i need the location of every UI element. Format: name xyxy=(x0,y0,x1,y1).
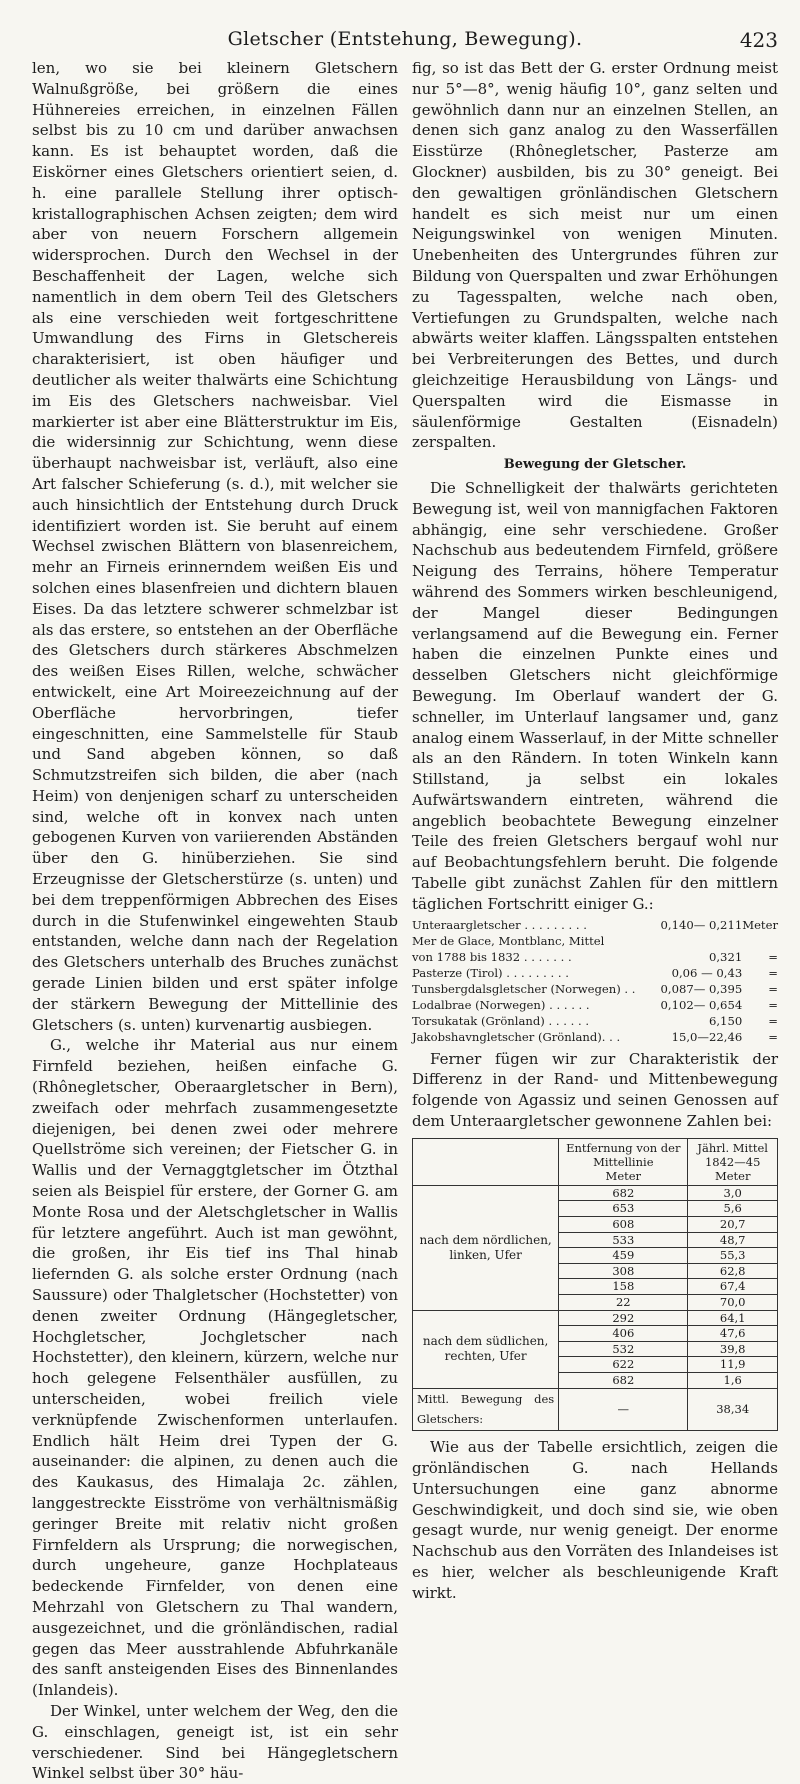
progress-name: Mer de Glace, Montblanc, Mittel xyxy=(412,933,605,948)
progress-unit: = xyxy=(768,981,778,996)
movement-distance: 459 xyxy=(559,1248,688,1264)
progress-table xyxy=(412,917,778,1045)
right-paragraph-4: Wie aus der Tabelle ersichtlich, zeigen die grönländischen G. nach Hellands Untersuchungen eine ganz abnorme Geschwindigkeit, und doch sind sie, wie oben gesagt wurde, nur wenig geneigt. Der enorme Nachschub aus den Vorräten des Inlandeises ist es hier, welcher als beschleunigende Kraft wirkt. xyxy=(412,1438,778,1602)
movement-distance: 158 xyxy=(559,1279,688,1295)
movement-distance: 406 xyxy=(559,1326,688,1342)
progress-unit: = xyxy=(768,997,778,1012)
movement-annual: 64,1 xyxy=(688,1310,778,1326)
movement-group-label: nach dem nördlichen, linken, Ufer xyxy=(413,1185,559,1310)
page-title: Gletscher (Entstehung, Bewegung). xyxy=(227,28,583,50)
movement-distance: 622 xyxy=(559,1357,688,1373)
progress-name: von 1788 bis 1832 . . . . . . . xyxy=(412,949,572,964)
movement-total-distance: — xyxy=(559,1388,688,1431)
progress-row xyxy=(412,933,778,949)
progress-unit: = xyxy=(768,1013,778,1028)
page-number: 423 xyxy=(739,28,778,52)
movement-distance: 22 xyxy=(559,1295,688,1311)
movement-total-annual: 38,34 xyxy=(688,1388,778,1431)
movement-total-label: Mittl. Bewegung des Gletschers: xyxy=(413,1388,559,1431)
movement-distance: 532 xyxy=(559,1341,688,1357)
movement-annual: 5,6 xyxy=(688,1201,778,1217)
progress-value: 0,087— 0,395 xyxy=(660,981,743,996)
header-distance-unit: Meter xyxy=(605,1168,642,1183)
right-paragraph-1: fig, so ist das Bett der G. erster Ordnung meist nur 5°—8°, wenig häufig 10°, ganz selten und gewöhnlich dann nur an einzelnen Stellen, an denen sich ganz analog zu den Wasserfällen Eisstürze (Rhônegletscher, Pasterze am Glockner) ausbilden, bis zu 30° geneigt. Bei den gewaltigen grönländischen Gletschern handelt es sich meist nur um einen Neigungswinkel von wenigen Minuten. Unebenheiten des Untergrundes führen zur Bildung von Querspalten und zwar Erhöhungen zu Tagesspalten, welche nach oben, Vertiefungen zu Grundspalten, welche nach abwärts weiter klaffen. Längsspalten entstehen bei Verbreiterungen des Bettes, und durch gleichzeitige Herausbildung von Längs- und Querspalten wird die Eismasse in säulenförmige Gestalten (Eisnadeln) zerspalten. xyxy=(412,59,778,452)
movement-row xyxy=(413,1310,778,1326)
progress-name: Pasterze (Tirol) . . . . . . . . . xyxy=(412,965,569,980)
progress-table-body xyxy=(412,917,778,1045)
movement-distance: 292 xyxy=(559,1310,688,1326)
progress-value: 0,06 — 0,43 xyxy=(671,965,743,980)
progress-unit: = xyxy=(768,949,778,964)
progress-row xyxy=(412,997,778,1013)
movement-table xyxy=(412,1138,778,1431)
header-empty xyxy=(413,1138,559,1185)
progress-value: 0,321 xyxy=(709,949,743,964)
movement-total-row xyxy=(413,1388,778,1431)
progress-row xyxy=(412,1013,778,1029)
progress-row xyxy=(412,917,778,933)
progress-unit: = xyxy=(768,1029,778,1044)
progress-value: 0,140— 0,211 xyxy=(660,917,743,932)
running-head xyxy=(32,22,778,58)
right-paragraph-2: Die Schnelligkeit der thalwärts gerichteten Bewegung ist, weil von mannigfachen Faktoren abhängig, eine sehr verschiedene. Großer Nachschub aus bedeutendem Firnfeld, größere Neigung des Terrains, höhere Temperatur während des Sommers wirken beschleunigend, der Mangel dieser Bedingungen verlangsamend auf die Bewegung ein. Ferner haben die einzelnen Punkte eines und desselben Gletschers nicht gleichförmige Bewegung. Im Oberlauf wandert der G. schneller, im Unterlauf langsamer und, ganz analog einem Wasserlauf, in der Mitte schneller als an den Rändern. In toten Winkeln kann Stillstand, ja selbst ein lokales Aufwärtswandern eintreten, während die angeblich beobachtete Bewegung einzelner Teile des freien Gletschers bergauf wohl nur auf Beobachtungsfehlern beruht. Die folgende Tabelle gibt zunächst Zahlen für den mittlern täglichen Fortschritt einiger G.: xyxy=(412,478,778,913)
progress-unit: Meter xyxy=(742,917,778,932)
header-distance xyxy=(559,1138,688,1185)
movement-annual: 20,7 xyxy=(688,1217,778,1233)
movement-annual: 47,6 xyxy=(688,1326,778,1342)
movement-distance: 533 xyxy=(559,1232,688,1248)
progress-value: 0,102— 0,654 xyxy=(660,997,743,1012)
left-paragraph-1: len, wo sie bei kleinern Gletschern Walnußgröße, bei größern die eines Hühnereies erreichen, in einzelnen Fällen selbst bis zu 10 cm und darüber anwachsen kann. Es ist behauptet worden, daß die Eiskörner eines Gletschers orientiert seien, d. h. eine parallele Stellung ihrer optisch-kristallographischen Achsen zeigten; dem wird aber von neuern Forschern allgemein widersprochen. Durch den Wechsel in der Beschaffenheit der Lagen, welche sich namentlich in dem obern Teil des Gletschers als eine verschieden weit fortgeschrittene Umwandlung des Firns in Gletschereis charakterisiert, ist oben häufiger und deutlicher als weiter thalwärts eine Schichtung im Eis des Gletschers nachweisbar. Viel markierter ist aber eine Blätterstruktur im Eis, die widersinnig zur Schichtung, wenn diese überhaupt nachweisbar ist, verläuft, also eine Art falscher Schieferung (s. d.), mit welcher sie auch hinsichtlich der Entstehung durch Druck identifiziert worden ist. Sie beruht auf einem Wechsel zwischen Blättern von blasenreichem, mehr an Firneis erinnerndem weißen Eis und solchen eines blasenfreien und dichtern blauen Eises. Da das letztere schwerer schmelzbar ist als das erstere, so entstehen an der Oberfläche des Gletschers durch stärkeres Abschmelzen des weißen Eises Rillen, welche, schwächer entwickelt, eine Art Moireezeichnung auf der Oberfläche hervorbringen, tiefer eingeschnitten, eine Sammelstelle für Staub und Sand abgeben können, so daß Schmutzstreifen sich bilden, die aber (nach Heim) von denjenigen scharf zu unterscheiden sind, welche oft in konvex nach unten gebogenen Kurven von variierenden Abständen über den G. hinüberziehen. Sie sind Erzeugnisse der Gletscherstürze (s. unten) und bei dem treppenförmigen Abbrechen des Eises durch in die Stufenwinkel eingewehten Staub entstanden, welche dann nach der Regelation des Gletschers unterhalb des Bruches zunächst gerade Linien bilden und erst später infolge der stärkern Bewegung der Mittellinie des Gletschers (s. unten) kurvenartig ausbiegen. xyxy=(32,59,398,1034)
progress-value xyxy=(654,933,742,949)
movement-distance: 682 xyxy=(559,1372,688,1388)
header-annual xyxy=(688,1138,778,1185)
left-paragraph-3: Der Winkel, unter welchem der Weg, den die G. einschlagen, geneigt ist, ist ein sehr verschiedener. Sind bei Hängegletschern Winkel selbst über 30° häu- xyxy=(32,1701,398,1783)
progress-row xyxy=(412,981,778,997)
movement-annual: 62,8 xyxy=(688,1263,778,1279)
progress-row xyxy=(412,1029,778,1045)
progress-value: 6,150 xyxy=(709,1013,743,1028)
movement-distance: 653 xyxy=(559,1201,688,1217)
progress-row xyxy=(412,949,778,965)
progress-name: Unteraargletscher . . . . . . . . . xyxy=(412,917,587,932)
movement-annual: 70,0 xyxy=(688,1295,778,1311)
left-paragraph-2: G., welche ihr Material aus nur einem Firnfeld beziehen, heißen einfache G. (Rhônegletscher, Oberaargletscher in Bern), zweifach oder mehrfach zusammengesetzte diejenigen, bei denen zwei oder mehrere Quellströme sich vereinen; der Fietscher G. in Wallis und der Vernaggtgletscher im Ötzthal seien als Beispiel für erstere, der Gorner G. am Monte Rosa und der Aletschgletscher in Wallis für letztere angeführt. Auch ist man gewöhnt, die großen, ihr Eis tief ins Thal hinab liefernden G. als solche erster Ordnung (nach Saussure) oder Thalgletscher (Hochstetter) von denen zweiter Ordnung (Hängegletscher, Hochgletscher, Jochgletscher nach Hochstetter), den kleinern, kürzern, welche nur hoch gelegene Felsenthäler ausfüllen, zu unterscheiden, wobei freilich viele verknüpfende Zwischenformen unterlaufen. Endlich hält Heim drei Typen der G. auseinander: die alpinen, zu denen auch die des Kaukasus, des Himalaja 2c. zählen, langgestreckte Eisströme von verhältnismäßig geringer Breite mit relativ nicht großen Firnfeldern als Ursprung; die norwegischen, durch ungeheure, ganze Hochplateaus bedeckende Firnfelder, von denen eine Mehrzahl von Gletschern zu Thal wandern, ausgezeichnet, und die grönländischen, radial gegen das Meer ausstrahlende Abfuhrkanäle des sanft ansteigenden Eises des Binnenlandes (Inlandeis). xyxy=(32,1036,398,1700)
progress-name: Torsukatak (Grönland) . . . . . . xyxy=(412,1013,590,1028)
progress-value: 15,0—22,46 xyxy=(671,1029,743,1044)
movement-annual: 67,4 xyxy=(688,1279,778,1295)
text-columns xyxy=(32,58,778,1784)
movement-annual: 48,7 xyxy=(688,1232,778,1248)
movement-annual: 3,0 xyxy=(688,1185,778,1201)
movement-distance: 308 xyxy=(559,1263,688,1279)
movement-distance: 608 xyxy=(559,1217,688,1233)
right-paragraph-3: Ferner fügen wir zur Charakteristik der Differenz in der Rand- und Mittenbewegung folgende von Agassiz und seinen Genossen auf dem Unteraargletscher gewonnene Zahlen bei: xyxy=(412,1049,778,1131)
progress-unit xyxy=(742,933,778,949)
progress-name: Tunsbergdalsgletscher (Norwegen) . . xyxy=(412,981,636,996)
movement-annual: 1,6 xyxy=(688,1372,778,1388)
header-distance-label: Entfernung von der Mittellinie xyxy=(566,1140,681,1169)
movement-group-label: nach dem südlichen, rechten, Ufer xyxy=(413,1310,559,1388)
left-column xyxy=(32,58,398,1784)
right-column xyxy=(412,58,778,1784)
header-annual-unit: Meter xyxy=(714,1168,751,1183)
movement-row xyxy=(413,1185,778,1201)
movement-distance: 682 xyxy=(559,1185,688,1201)
progress-name: Lodalbrae (Norwegen) . . . . . . xyxy=(412,997,590,1012)
header-annual-label: Jährl. Mittel 1842—45 xyxy=(697,1140,768,1169)
movement-table-body xyxy=(413,1185,778,1430)
progress-unit: = xyxy=(768,965,778,980)
section-heading: Bewegung der Gletscher. xyxy=(503,457,687,473)
movement-annual: 39,8 xyxy=(688,1341,778,1357)
progress-name: Jakobshavngletscher (Grönland). . . xyxy=(412,1029,621,1044)
progress-row xyxy=(412,965,778,981)
movement-annual: 55,3 xyxy=(688,1248,778,1264)
movement-annual: 11,9 xyxy=(688,1357,778,1373)
